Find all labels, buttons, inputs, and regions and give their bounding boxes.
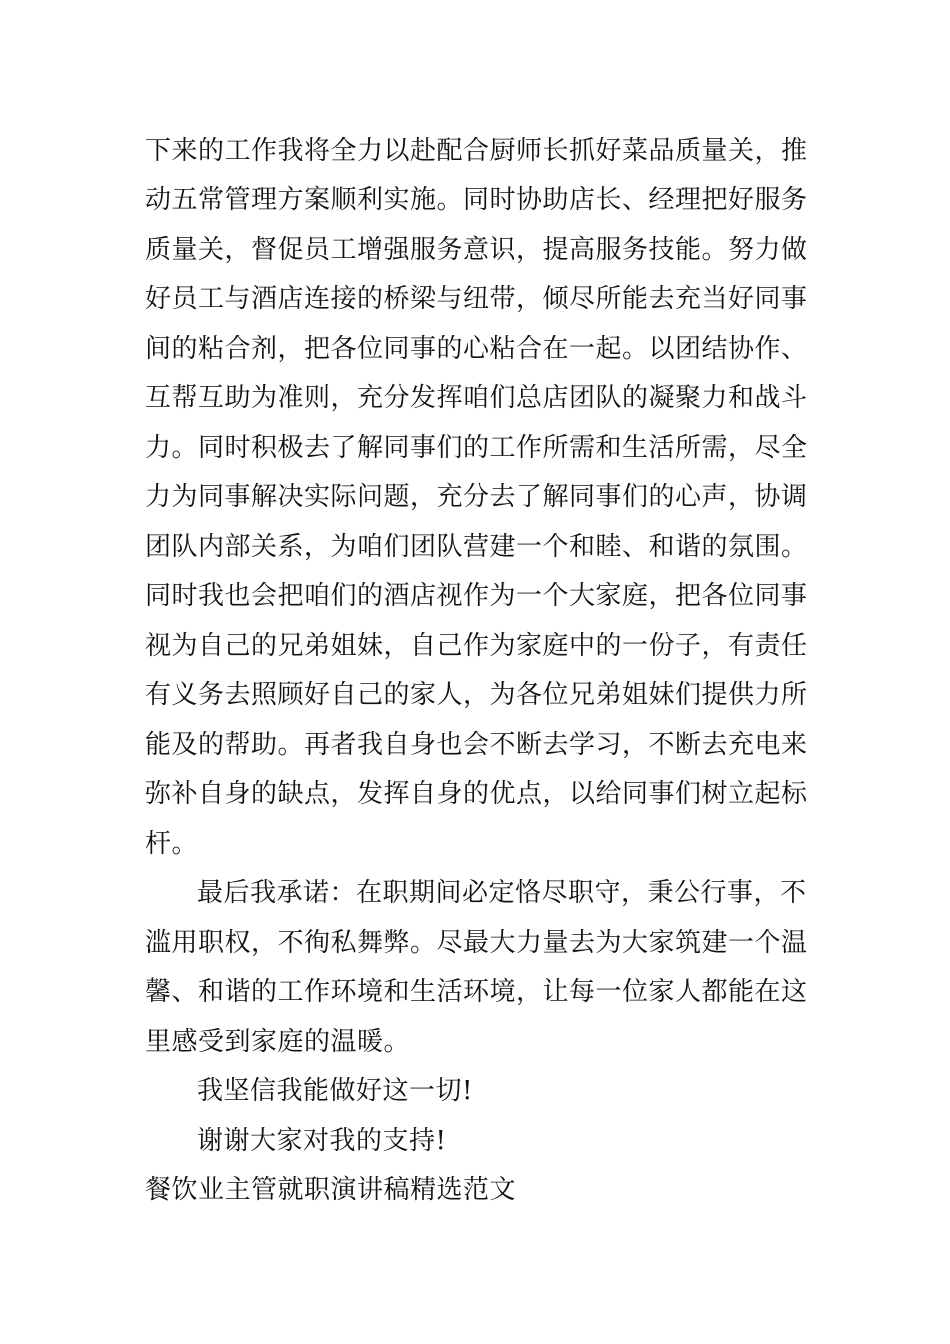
body-text-line: 同时我也会把咱们的酒店视作为一个大家庭，把各位同事 (145, 581, 808, 611)
body-text-line: 互帮互助为准则，充分发挥咱们总店团队的凝聚力和战斗 (145, 383, 808, 413)
section-title: 餐饮业主管就职演讲稿精选范文 (145, 1175, 517, 1205)
body-text-line: 杆。 (145, 829, 199, 859)
body-text-line: 团队内部关系，为咱们团队营建一个和睦、和谐的氛围。 (145, 532, 808, 562)
body-text-line: 动五常管理方案顺利实施。同时协助店长、经理把好服务 (145, 185, 808, 215)
body-text-line: 间的粘合剂，把各位同事的心粘合在一起。以团结协作、 (145, 334, 808, 364)
body-text-line: 力为同事解决实际问题，充分去了解同事们的心声，协调 (145, 482, 808, 512)
body-text-line: 弥补自身的缺点，发挥自身的优点，以给同事们树立起标 (145, 779, 808, 809)
body-text-line: 能及的帮助。再者我自身也会不断去学习，不断去充电来 (145, 730, 808, 760)
body-text-line: 力。同时积极去了解同事们的工作所需和生活所需，尽全 (145, 433, 808, 463)
body-text-line: 滥用职权，不徇私舞弊。尽最大力量去为大家筑建一个温 (145, 928, 808, 958)
closing-statement: 我坚信我能做好这一切! (197, 1076, 473, 1106)
body-text-line: 好员工与酒店连接的桥梁与纽带，倾尽所能去充当好同事 (145, 284, 808, 314)
body-text-line: 下来的工作我将全力以赴配合厨师长抓好菜品质量关，推 (145, 136, 808, 166)
body-text-line: 有义务去照顾好自己的家人，为各位兄弟姐妹们提供力所 (145, 680, 808, 710)
body-text-line: 视为自己的兄弟姐妹，自己作为家庭中的一份子，有责任 (145, 631, 808, 661)
closing-thanks: 谢谢大家对我的支持! (197, 1126, 447, 1156)
paragraph-first-line: 最后我承诺：在职期间必定恪尽职守，秉公行事，不 (197, 878, 807, 908)
body-text-line: 质量关，督促员工增强服务意识，提高服务技能。努力做 (145, 235, 808, 265)
body-text-line: 馨、和谐的工作环境和生活环境，让每一位家人都能在这 (145, 977, 808, 1007)
body-text-line: 里感受到家庭的温暖。 (145, 1027, 411, 1057)
